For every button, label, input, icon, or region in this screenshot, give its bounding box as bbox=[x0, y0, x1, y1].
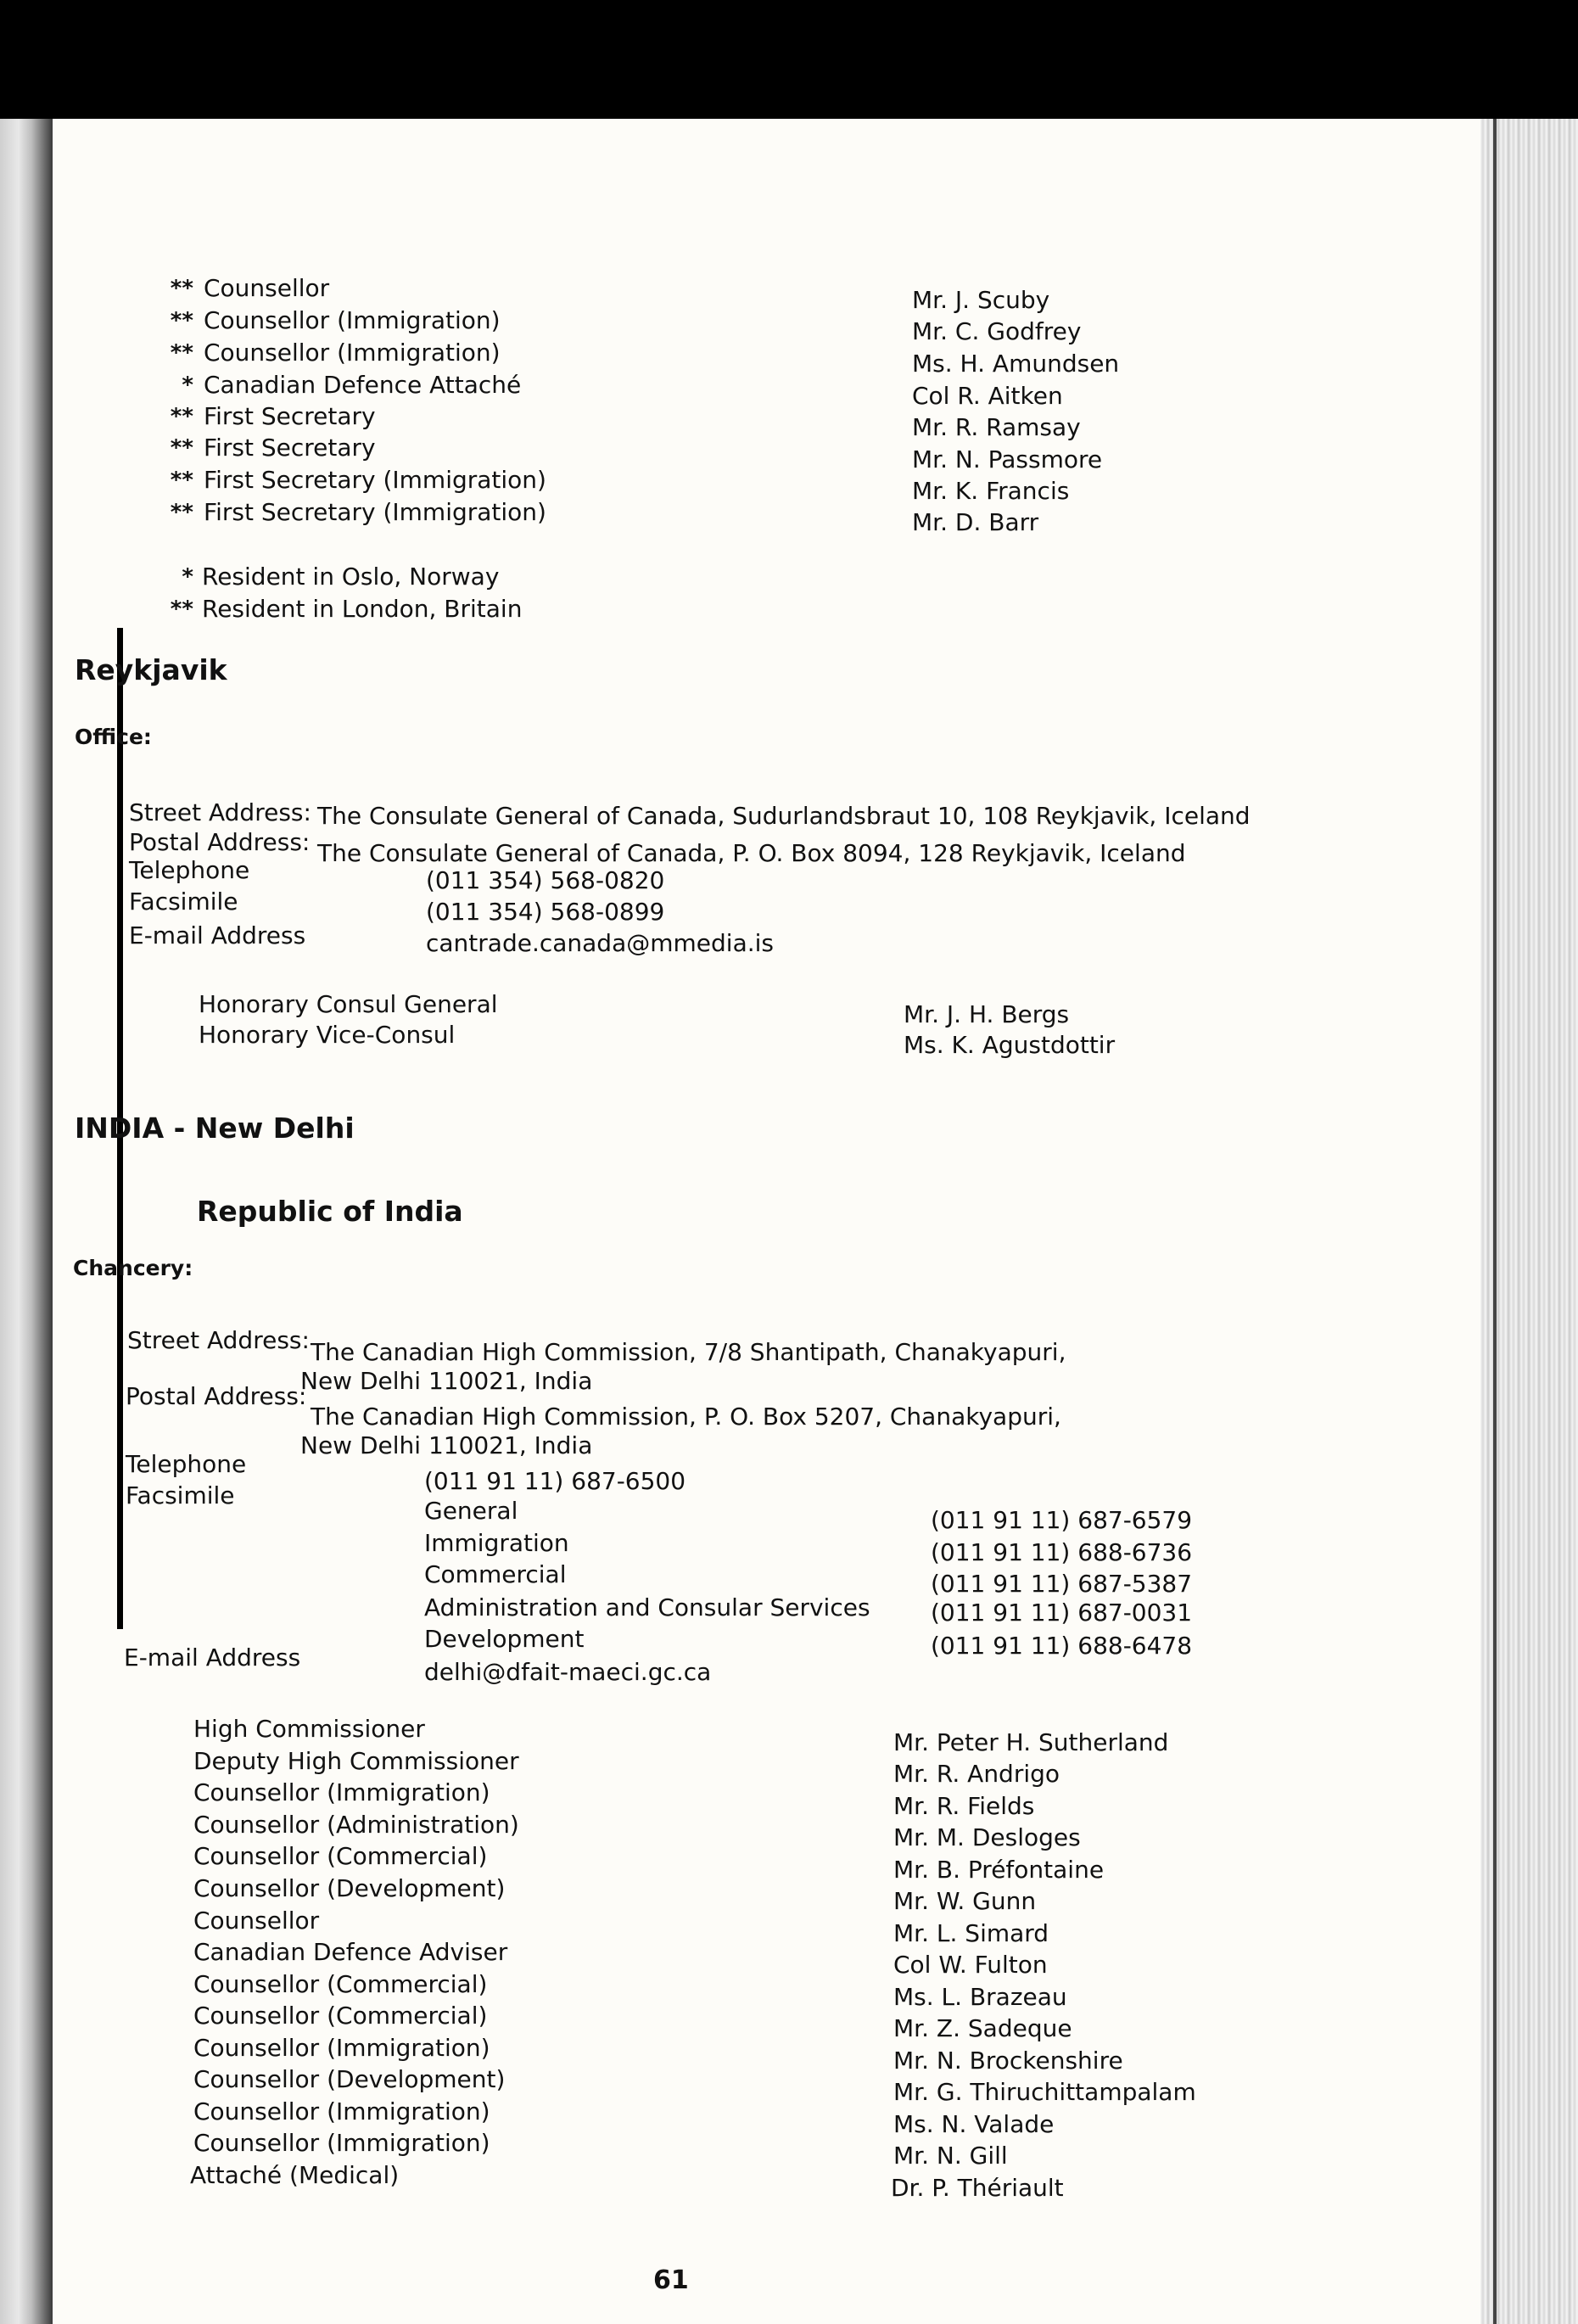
role-title: Counsellor (Commercial) bbox=[193, 1970, 488, 1998]
note-marker: ** bbox=[170, 435, 193, 461]
footnote-text: Resident in Oslo, Norway bbox=[202, 563, 500, 591]
role-title: Counsellor (Development) bbox=[193, 1874, 506, 1902]
person-name: Mr. R. Fields bbox=[893, 1792, 1035, 1820]
person-name: Mr. R. Ramsay bbox=[912, 413, 1081, 441]
person-name: Mr. Peter H. Sutherland bbox=[893, 1728, 1169, 1756]
role-title: Canadian Defence Attaché bbox=[204, 371, 522, 399]
note-marker: ** bbox=[170, 276, 193, 301]
country-name: Republic of India bbox=[197, 1195, 463, 1228]
facsimile-number: (011 354) 568-0899 bbox=[426, 898, 665, 926]
person-name: Mr. Z. Sadeque bbox=[893, 2014, 1072, 2042]
person-name: Col R. Aitken bbox=[912, 382, 1063, 410]
telephone-label: Telephone bbox=[126, 1450, 247, 1478]
postal-address-line1: The Canadian High Commission, P. O. Box 5207, Chanakyapuri, bbox=[311, 1403, 1061, 1431]
role-title: Attaché (Medical) bbox=[190, 2161, 400, 2189]
person-name: Mr. L. Simard bbox=[893, 1919, 1049, 1947]
person-name: Mr. N. Gill bbox=[893, 2142, 1008, 2170]
facsimile-label: Facsimile bbox=[129, 888, 238, 916]
street-address-line1: The Canadian High Commission, 7/8 Shantipath, Chanakyapuri, bbox=[311, 1338, 1066, 1366]
person-name: Ms. K. Agustdottir bbox=[904, 1031, 1116, 1059]
role-title: Counsellor (Immigration) bbox=[193, 1778, 490, 1806]
person-name: Ms. N. Valade bbox=[893, 2110, 1055, 2138]
fax-line-number: (011 91 11) 687-6579 bbox=[931, 1506, 1193, 1534]
footnote-text: Resident in London, Britain bbox=[202, 595, 523, 623]
person-name: Mr. R. Andrigo bbox=[893, 1760, 1060, 1788]
person-name: Mr. M. Desloges bbox=[893, 1823, 1081, 1851]
person-name: Mr. B. Préfontaine bbox=[893, 1856, 1105, 1884]
fax-line-number: (011 91 11) 687-0031 bbox=[931, 1599, 1193, 1627]
fax-line-number: (011 91 11) 688-6478 bbox=[931, 1632, 1193, 1660]
facsimile-label: Facsimile bbox=[126, 1481, 235, 1509]
email-label: E-mail Address bbox=[124, 1644, 301, 1672]
role-title: Counsellor bbox=[204, 274, 330, 302]
note-marker: * bbox=[182, 372, 193, 398]
fax-line-number: (011 91 11) 688-6736 bbox=[931, 1538, 1193, 1566]
role-title: Counsellor (Commercial) bbox=[193, 2002, 488, 2030]
scan-right-line bbox=[1493, 119, 1497, 2324]
role-title: Counsellor bbox=[193, 1907, 320, 1935]
telephone-number: (011 91 11) 687-6500 bbox=[424, 1467, 686, 1495]
email-address: delhi@dfait-maeci.gc.ca bbox=[424, 1658, 712, 1686]
person-name: Mr. K. Francis bbox=[912, 477, 1070, 505]
role-title: First Secretary (Immigration) bbox=[204, 498, 546, 526]
fax-line-label: Commercial bbox=[424, 1560, 567, 1588]
note-marker: ** bbox=[170, 500, 193, 525]
role-title: First Secretary bbox=[204, 402, 376, 430]
postal-address-label: Postal Address: bbox=[126, 1382, 307, 1410]
person-name: Mr. D. Barr bbox=[912, 508, 1039, 536]
person-name: Mr. N. Passmore bbox=[912, 445, 1103, 473]
email-label: E-mail Address bbox=[129, 921, 306, 949]
role-title: Counsellor (Administration) bbox=[193, 1811, 519, 1839]
fax-line-label: Development bbox=[424, 1625, 585, 1653]
person-name: Col W. Fulton bbox=[893, 1951, 1048, 1979]
role-title: Counsellor (Commercial) bbox=[193, 1842, 488, 1870]
role-title: Deputy High Commissioner bbox=[193, 1747, 519, 1775]
role-title: Honorary Consul General bbox=[199, 990, 498, 1018]
postal-address: The Consulate General of Canada, P. O. Box 8094, 128 Reykjavik, Iceland bbox=[317, 839, 1186, 867]
note-marker: ** bbox=[170, 468, 193, 493]
person-name: Mr. W. Gunn bbox=[893, 1887, 1037, 1915]
role-title: First Secretary bbox=[204, 434, 376, 462]
note-marker: * bbox=[182, 564, 193, 590]
scan-top-border bbox=[0, 0, 1578, 119]
role-title: Honorary Vice-Consul bbox=[199, 1021, 456, 1049]
person-name: Mr. J. H. Bergs bbox=[904, 1000, 1070, 1028]
fax-line-number: (011 91 11) 687-5387 bbox=[931, 1570, 1193, 1598]
person-name: Mr. C. Godfrey bbox=[912, 317, 1082, 345]
office-label: Office: bbox=[75, 725, 152, 749]
note-marker: ** bbox=[170, 340, 193, 366]
role-title: Counsellor (Immigration) bbox=[204, 339, 501, 367]
role-title: First Secretary (Immigration) bbox=[204, 466, 546, 494]
postal-address-line2: New Delhi 110021, India bbox=[300, 1431, 593, 1459]
email-address: cantrade.canada@mmedia.is bbox=[426, 929, 774, 957]
person-name: Dr. P. Thériault bbox=[891, 2174, 1064, 2202]
street-address-line2: New Delhi 110021, India bbox=[300, 1367, 593, 1395]
telephone-label: Telephone bbox=[129, 856, 250, 884]
role-title: Counsellor (Immigration) bbox=[204, 306, 501, 334]
page-number: 61 bbox=[653, 2265, 689, 2295]
street-address-label: Street Address: bbox=[127, 1326, 310, 1354]
scan-left-edge bbox=[0, 119, 53, 2324]
street-address-label: Street Address: bbox=[129, 798, 311, 826]
chancery-label: Chancery: bbox=[73, 1256, 193, 1280]
fax-line-label: Immigration bbox=[424, 1529, 569, 1557]
role-title: Canadian Defence Adviser bbox=[193, 1938, 508, 1966]
person-name: Ms. L. Brazeau bbox=[893, 1983, 1067, 2011]
note-marker: ** bbox=[170, 404, 193, 429]
person-name: Mr. J. Scuby bbox=[912, 286, 1050, 314]
note-marker: ** bbox=[170, 308, 193, 333]
role-title: Counsellor (Immigration) bbox=[193, 2129, 490, 2157]
person-name: Mr. N. Brockenshire bbox=[893, 2047, 1123, 2075]
fax-line-label: Administration and Consular Services bbox=[424, 1593, 870, 1621]
street-address: The Consulate General of Canada, Sudurlandsbraut 10, 108 Reykjavik, Iceland bbox=[317, 802, 1251, 830]
role-title: High Commissioner bbox=[193, 1715, 425, 1743]
person-name: Mr. G. Thiruchittampalam bbox=[893, 2078, 1196, 2106]
role-title: Counsellor (Development) bbox=[193, 2065, 506, 2093]
section-heading: INDIA - New Delhi bbox=[75, 1112, 355, 1145]
section-heading: Reykjavik bbox=[75, 653, 227, 686]
role-title: Counsellor (Immigration) bbox=[193, 2034, 490, 2062]
postal-address-label: Postal Address: bbox=[129, 828, 311, 856]
person-name: Ms. H. Amundsen bbox=[912, 350, 1120, 378]
telephone-number: (011 354) 568-0820 bbox=[426, 866, 665, 894]
role-title: Counsellor (Immigration) bbox=[193, 2097, 490, 2125]
note-marker: ** bbox=[170, 596, 193, 622]
fax-line-label: General bbox=[424, 1497, 518, 1525]
